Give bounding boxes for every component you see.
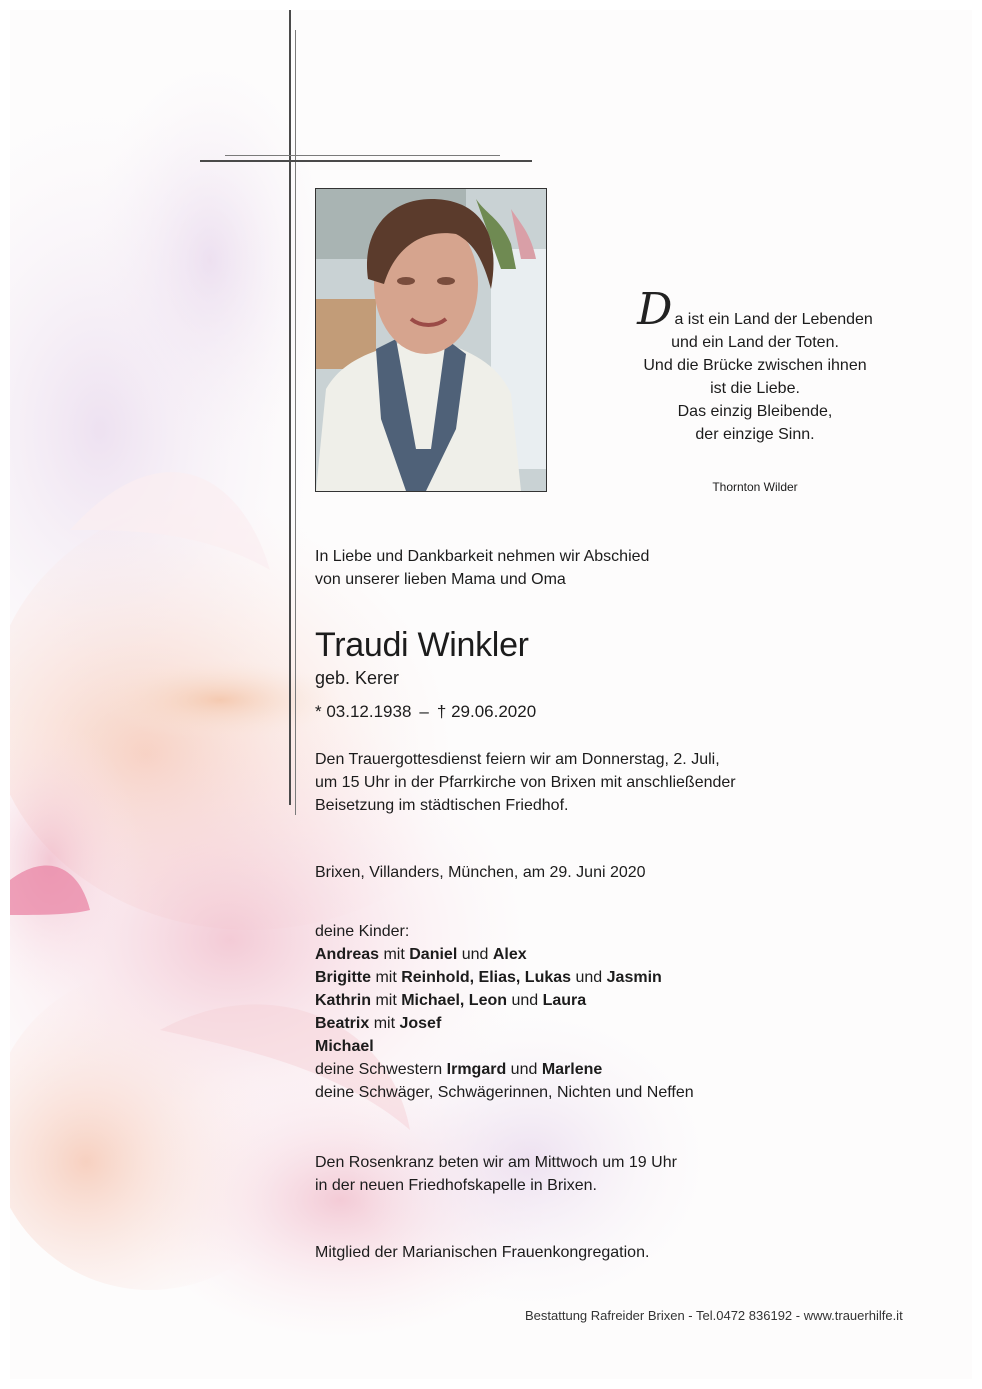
- funeral-home-footer: Bestattung Rafreider Brixen - Tel.0472 836192 - www.trauerhilfe.it: [525, 1308, 903, 1323]
- funeral-service-info: [315, 748, 835, 817]
- memorial-quote: [570, 284, 940, 446]
- life-dates: [315, 702, 536, 722]
- birth-name: geb. Kerer: [315, 668, 400, 688]
- mourners-row: Beatrix mit Josef: [315, 1015, 442, 1032]
- cross-vertical-beam-inner: [295, 30, 296, 815]
- obituary-sheet: [10, 10, 972, 1379]
- mourners-list: [315, 920, 694, 1104]
- quote-first-line: [637, 284, 873, 335]
- rosary-line: in der neuen Friedhofskapelle in Brixen.: [315, 1177, 597, 1194]
- quote-line: ist die Liebe.: [710, 380, 800, 397]
- portrait-photo: [315, 188, 547, 492]
- mourners-row: deine Schwäger, Schwägerinnen, Nichten und Neffen: [315, 1084, 694, 1101]
- cross-horizontal-beam: [200, 160, 532, 162]
- service-line: Beisetzung im städtischen Friedhof.: [315, 797, 569, 814]
- membership-note: Mitglied der Marianischen Frauenkongregation.: [315, 1244, 650, 1261]
- quote-first-line-text: a ist ein Land der Lebenden: [674, 311, 873, 328]
- quote-initial: D: [637, 284, 673, 335]
- mourners-row: deine Schwestern Irmgard und Marlene: [315, 1061, 603, 1078]
- intro-line: In Liebe und Dankbarkeit nehmen wir Abschied: [315, 548, 650, 565]
- rosary-line: Den Rosenkranz beten wir am Mittwoch um 19 Uhr: [315, 1154, 677, 1171]
- cross-vertical-beam: [289, 10, 291, 805]
- birth-date: * 03.12.1938: [315, 702, 412, 721]
- quote-line: Und die Brücke zwischen ihnen: [643, 357, 867, 374]
- deceased-name: Traudi Winkler: [315, 626, 529, 664]
- farewell-intro: [315, 545, 649, 591]
- intro-line: von unserer lieben Mama und Oma: [315, 571, 566, 588]
- place-and-date: Brixen, Villanders, München, am 29. Juni 2020: [315, 864, 646, 881]
- date-separator: –: [419, 702, 429, 721]
- mourners-row: Michael: [315, 1038, 374, 1055]
- quote-line: und ein Land der Toten.: [671, 334, 839, 351]
- death-date: † 29.06.2020: [436, 702, 537, 721]
- mourners-row: Andreas mit Daniel und Alex: [315, 946, 527, 963]
- cross-horizontal-beam-inner: [225, 155, 500, 156]
- mourners-heading: deine Kinder:: [315, 923, 410, 940]
- quote-line: der einzige Sinn.: [695, 426, 815, 443]
- quote-line: Das einzig Bleibende,: [677, 403, 833, 420]
- mourners-row: Brigitte mit Reinhold, Elias, Lukas und Jasmin: [315, 969, 662, 986]
- rosary-info: [315, 1151, 677, 1197]
- quote-author: Thornton Wilder: [712, 480, 798, 494]
- service-line: um 15 Uhr in der Pfarrkirche von Brixen mit anschließender: [315, 774, 736, 791]
- mourners-row: Kathrin mit Michael, Leon und Laura: [315, 992, 587, 1009]
- service-line: Den Trauergottesdienst feiern wir am Donnerstag, 2. Juli,: [315, 751, 720, 768]
